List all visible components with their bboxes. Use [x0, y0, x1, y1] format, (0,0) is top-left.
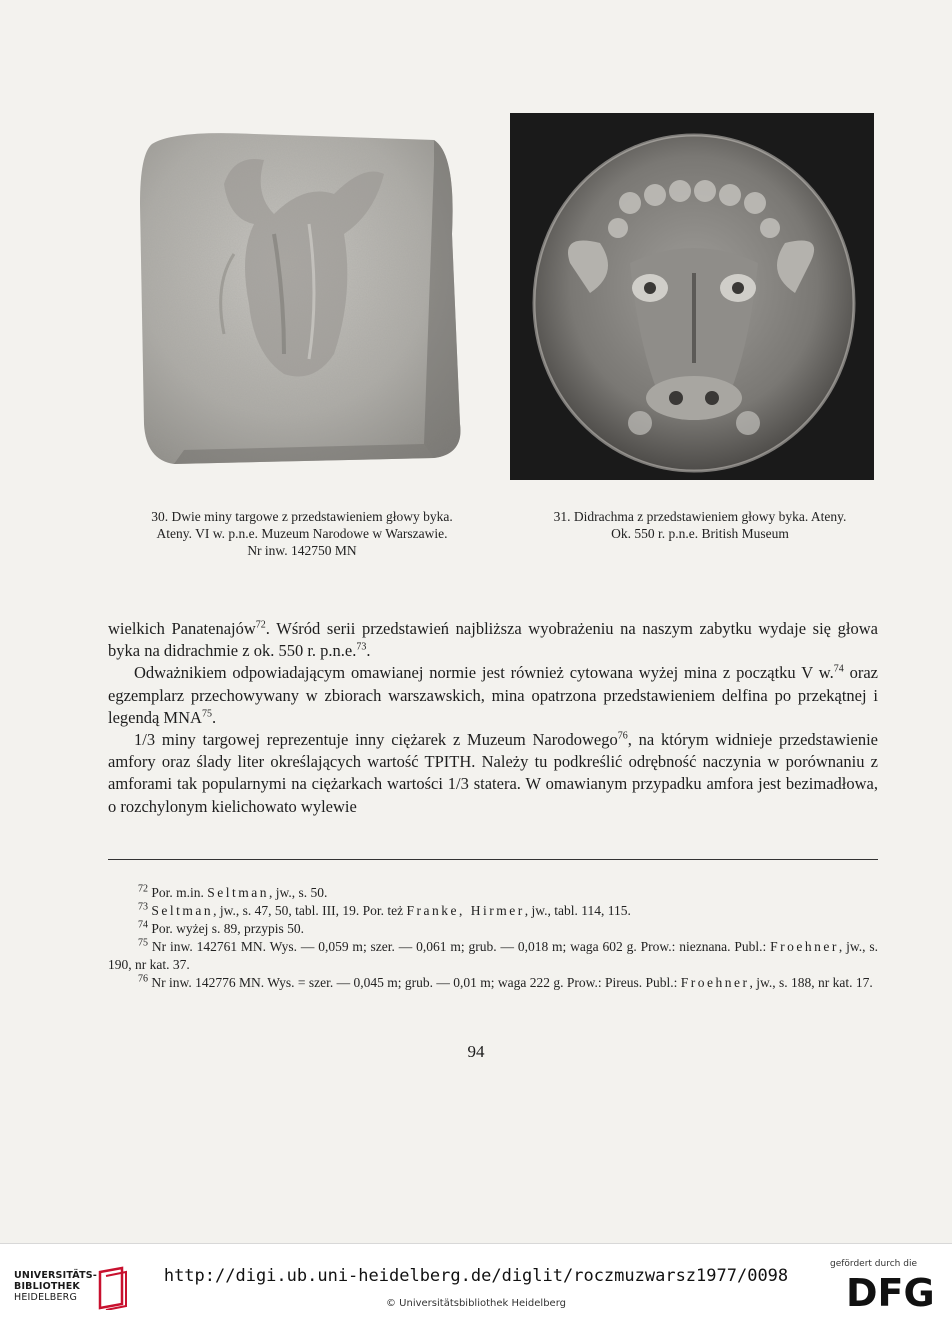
paragraph-1: wielkich Panatenajów$^{72}$. Wśród serii przedstawień najbliższa wyobrażeniu na naszym zabytku wydaje się głowa byka na didrachmie z ok. 550 r. p.n.e.$^{73}$. — [108, 619, 878, 661]
footnote-ref-75: 75 — [201, 708, 212, 720]
caption-line: Ok. 550 r. p.n.e. British Museum — [611, 526, 789, 541]
figure-31-didrachm-coin-photo — [510, 113, 874, 480]
dfg-logo — [846, 1272, 940, 1312]
footnote-74: $^{74}$ Por. wyżej s. 89, przypis 50. — [138, 919, 304, 936]
figure-31-caption — [518, 508, 882, 542]
footnote-ref-72: 72 — [255, 619, 266, 631]
footnote-72: $^{72}$ Por. m.in. Seltman, jw., s. 50. — [138, 883, 328, 900]
permalink-url[interactable]: http://digi.ub.uni-heidelberg.de/diglit/roczmuzwarsz1977/0098 — [163, 1266, 789, 1286]
footnote-ref-76: 76 — [617, 730, 628, 742]
caption-line: Nr inw. 142750 MN — [247, 543, 357, 558]
footnote-73: $^{73}$ Seltman, jw., s. 47, 50, tabl. III, 19. Por. też Franke, Hirmer, jw., tabl. 114, 115. — [138, 901, 631, 918]
svg-text:DFG: DFG — [846, 1272, 935, 1312]
caption-line: 31. Didrachma z przedstawieniem głowy byka. Ateny. — [553, 509, 847, 524]
caption-line: Ateny. VI w. p.n.e. Muzeum Narodowe w Warszawie. — [156, 526, 448, 541]
paragraph-3: 1/3 miny targowej reprezentuje inny ciężarek z Muzeum Narodowego$^{76}$, na którym widnieje przedstawienie amfory oraz ślady liter określających wartość TPITH. Należy tu podkreślić odrębność naczynia w porównaniu z amforami tak popularnymi na ciężarkach wartości 1/3 statera. W omawianym przypadku amfora jest bezimadłowa, o rozchylonym kielichowato wylewie — [108, 730, 878, 816]
footnote-ref-74: 74 — [833, 663, 844, 675]
paragraph-2: Odważnikiem odpowiadającym omawianej normie jest również cytowana wyżej mina z początku V w.$^{74}$ oraz egzemplarz przechowywany w zbiorach warszawskich, mina opatrzona przedstawieniem delfina po przekątnej i legendą MNA$^{75}$. — [108, 663, 878, 727]
footnote-76: $^{76}$ Nr inw. 142776 MN. Wys. = szer. — 0,045 m; grub. — 0,01 m; waga 222 g. Prow.: Pireus. Publ.: Froehner, jw., s. 188, nr kat. 17. — [138, 973, 873, 990]
library-logo-text: UNIVERSITÄTS- BIBLIOTHEK HEIDELBERG — [14, 1270, 97, 1303]
footnote-75: $^{75}$ Nr inw. 142761 MN. Wys. — 0,059 m; szer. — 0,061 m; grub. — 0,018 m; waga 602 g. Prow.: nieznana. Publ.: Froehner, jw., s. 190, nr kat. 37. — [108, 937, 878, 972]
footnote-divider — [108, 859, 878, 860]
caption-line: 30. Dwie miny targowe z przedstawieniem głowy byka. — [151, 509, 453, 524]
footnote-ref-73: 73 — [356, 641, 367, 653]
figure-30-clay-weight-photo — [134, 124, 466, 468]
copyright-notice: © Universitätsbibliothek Heidelberg — [385, 1298, 566, 1309]
body-text — [108, 618, 878, 818]
viewer-footer — [0, 1243, 952, 1320]
footnotes — [108, 884, 878, 992]
figure-30-caption — [100, 508, 504, 559]
page-number: 94 — [467, 1042, 485, 1061]
funder-note: gefördert durch die — [830, 1259, 917, 1269]
